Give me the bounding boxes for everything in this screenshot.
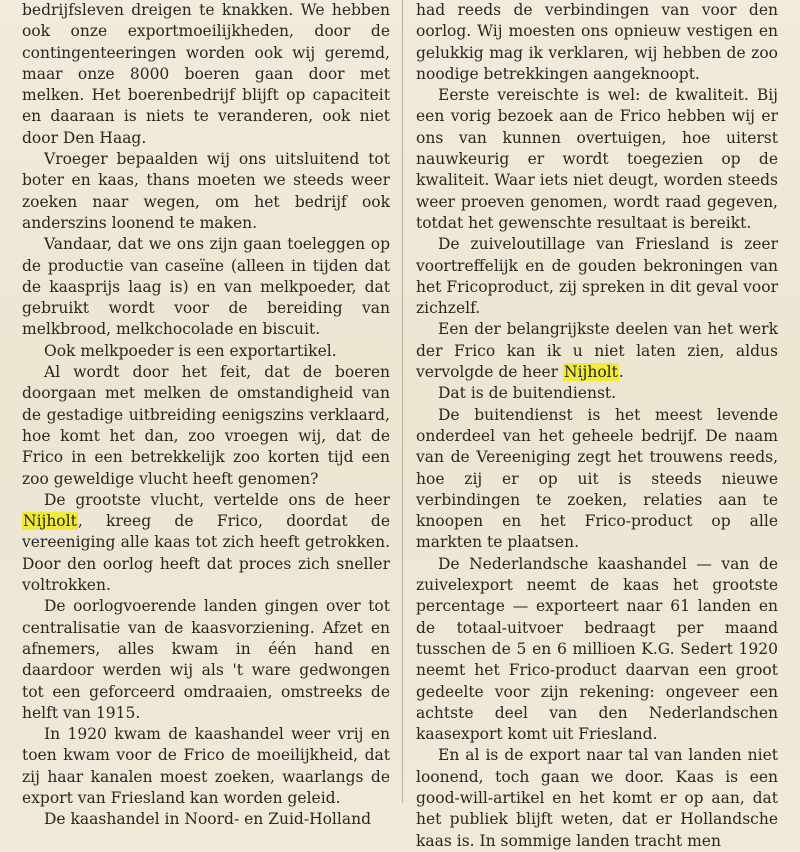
highlighted-name: Nijholt bbox=[23, 512, 77, 531]
left-paragraph-9: De kaashandel in Noord- en Zuid-Holland bbox=[44, 810, 371, 829]
column-divider bbox=[402, 0, 403, 803]
right-paragraph-3: De zuiveloutillage van Friesland is zeer voortreffelijk en de gouden bekroningen van het Fricoproduct, zij spreken in dit geval voor zichzelf. bbox=[416, 235, 778, 318]
left-paragraph-2: Vroeger bepaalden wij ons uitsluitend tot boter en kaas, thans moeten we steeds weer zoeken naar wegen, om het bedrijf ook anderszins loonend te maken. bbox=[22, 150, 390, 232]
left-paragraph-1: bedrijfsleven dreigen te knakken. We hebben ook onze exportmoeilijkheden, door de contingenteeringen worden ook wij geremd, maar onze 8000 boeren gaan door met melken. Het boerenbedrijf blijft op capaciteit en daaraan is niets te veranderen, ook niet door Den Haag. bbox=[22, 1, 390, 147]
left-paragraph-6 bbox=[22, 490, 390, 596]
left-paragraph-6-end: , kreeg de Frico, doordat de vereeniging alle kaas tot zich heeft getrokken. Door den oorlog heeft dat proces zich sneller voltrokken. bbox=[22, 512, 390, 595]
right-paragraph-5: Dat is de buitendienst. bbox=[438, 384, 617, 403]
left-paragraph-7: De oorlogvoerende landen gingen over tot centralisatie van de kaasvorziening. Afzet en afnemers, alles kwam in één hand en daardoor werden wij als 't ware gedwongen tot een geforceerd omdraaien, omstreeks de helft van 1915. bbox=[22, 597, 390, 722]
right-paragraph-6: De buitendienst is het meest levende onderdeel van het geheele bedrijf. De naam van de Vereeniging zegt het trouwens reeds, hoe zij er op uit is steeds nieuwe verbindingen te zoeken, relaties aan te knoopen en het Frico-product op alle markten te plaatsen. bbox=[416, 405, 778, 552]
left-paragraph-3: Vandaar, dat we ons zijn gaan toeleggen op de productie van caseïne (alleen in tijden dat de kaasprijs laag is) en van melkpoeder, dat gebruikt wordt voor de bereiding van melkbrood, melkchocolade en biscuit. bbox=[22, 235, 390, 339]
highlighted-name: Nijholt bbox=[564, 363, 618, 382]
left-paragraph-5: Al wordt door het feit, dat de boeren doorgaan met melken de omstandigheid van de gestadige uitbreiding eenigszins verklaard, hoe komt het dan, zoo vroegen wij, dat de Frico in een betrekkelijk zoo korten tijd een zoo geweldige vlucht heeft genomen? bbox=[22, 363, 390, 488]
right-paragraph-1: had reeds de verbindingen van voor den oorlog. Wij moesten ons opnieuw vestigen en gelukkig mag ik verklaren, wij hebben de zoo noodige betrekkingen aangeknoopt. bbox=[416, 1, 778, 83]
left-paragraph-8: In 1920 kwam de kaashandel weer vrij en toen kwam voor de Frico de moeilijkheid, dat zij haar kanalen moest zoeken, waarlangs de export van Friesland kan worden geleid. bbox=[22, 725, 390, 807]
right-paragraph-4 bbox=[416, 319, 778, 383]
right-paragraph-2: Eerste vereischte is wel: de kwaliteit. Bij een vorig bezoek aan de Frico hebben wij er ons van kunnen overtuigen, hoe uiterst nauwkeurig er wordt toegezien op de kwaliteit. Waar iets niet deugt, worden steeds weer proeven genomen, wordt raad gegeven, totdat het gewenschte resultaat is bereikt. bbox=[416, 86, 778, 232]
left-paragraph-4: Ook melkpoeder is een exportartikel. bbox=[44, 341, 337, 360]
right-paragraph-4-start: Een der belangrijkste deelen van het werk der Frico kan ik u niet laten zien, aldus vervolgde de heer bbox=[416, 320, 778, 382]
left-column bbox=[22, 0, 390, 829]
right-paragraph-4-end: . bbox=[618, 363, 624, 382]
right-paragraph-8: En al is de export naar tal van landen niet loonend, toch gaan we door. Kaas is een good-will-artikel en het komt er op aan, dat het publiek blijft weten, dat er Hollandsche kaas is. In sommige landen tracht men bbox=[416, 746, 778, 850]
right-column bbox=[416, 0, 778, 850]
right-paragraph-7: De Nederlandsche kaashandel — van de zuivelexport neemt de kaas het grootste percentage — exporteert naar 61 landen en de totaal-uitvoer bedraagt per maand tusschen de 5 en 6 millioen K.G. Sedert 1920 neemt het Frico-product daarvan een groot gedeelte voor zijn rekening: ongeveer een achtste deel van den Nederlandschen kaasexport komt uit Friesland. bbox=[416, 554, 778, 744]
left-paragraph-6-start: De grootste vlucht, vertelde ons de heer bbox=[44, 490, 390, 509]
